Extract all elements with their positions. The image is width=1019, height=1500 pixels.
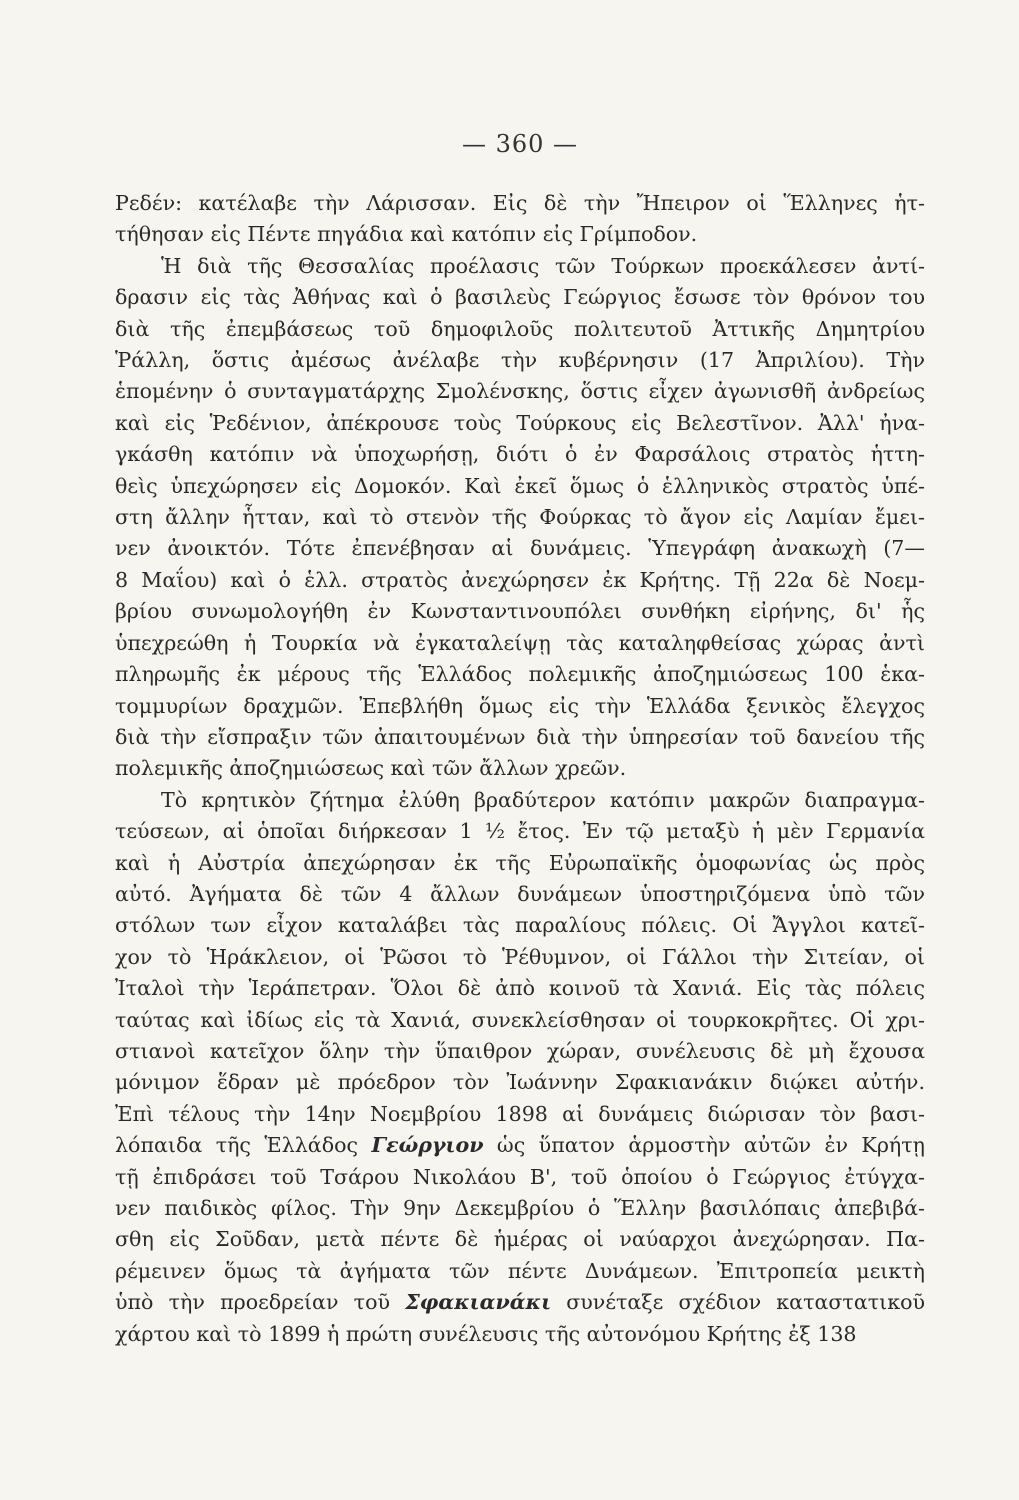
text-line: Ἰταλοὶ τὴν Ἱεράπετραν. Ὅλοι δὲ ἀπὸ κοινοῦ τὰ Χανιά. Εἰς τὰς πόλεις [115,976,925,1001]
text-line: λόπαιδα τῆς Ἑλλάδος Γεώργιον ὡς ὕπατον ἁρμοστὴν αὐτῶν ἐν Κρήτῃ [115,1133,925,1158]
text-line: στόλων των εἶχον καταλάβει τὰς παραλίους πόλεις. Οἱ Ἄγγλοι κατεῖ- [115,913,925,938]
text-line: χον τὸ Ἡράκλειον, οἱ Ῥῶσοι τὸ Ῥέθυμνον, οἱ Γάλλοι τὴν Σιτείαν, οἱ [115,944,925,969]
text-line: Ῥάλλη, ὅστις ἀμέσως ἀνέλαβε τὴν κυβέρνησιν (17 Ἀπριλίου). Τὴν [115,348,925,373]
text-line: καὶ εἰς Ῥεδένιον, ἀπέκρουσε τοὺς Τούρκους εἰς Βελεστῖνον. Ἀλλ' ἠνα- [115,410,925,435]
text-line: γκάσθη κατόπιν νὰ ὑποχωρήσῃ, διότι ὁ ἐν Φαρσάλοις στρατὸς ἡττη- [115,442,925,467]
text-line: διὰ τὴν εἴσπραξιν τῶν ἀπαιτουμένων διὰ τὴν ὑπηρεσίαν τοῦ δανείου τῆς [115,724,925,749]
text-line: ἑπομένην ὁ συνταγματάρχης Σμολένσκης, ὅστις εἶχεν ἀγωνισθῆ ἀνδρείως [115,379,925,404]
text-line: νεν ἀνοικτόν. Τότε ἐπενέβησαν αἱ δυνάμεις. Ὑπεγράφη ἀνακωχὴ (7— [115,536,925,561]
text-line: τήθησαν εἰς Πέντε πηγάδια καὶ κατόπιν εἰς Γρίμποδον. [115,222,698,247]
paragraph [115,251,925,785]
text-line: 8 Μαΐου) καὶ ὁ ἑλλ. στρατὸς ἀνεχώρησεν ἐκ Κρήτης. Τῇ 22α δὲ Νοεμ- [115,567,925,592]
paragraph [115,785,925,1350]
text-line: Ἐπὶ τέλους τὴν 14ην Νοεμβρίου 1898 αἱ δυνάμεις διώρισαν τὸν βασι- [115,1101,925,1126]
text-line: βρίου συνωμολογήθη ἐν Κωνσταντινουπόλει συνθήκη εἰρήνης, δι' ἧς [115,599,925,624]
text-line: τομμυρίων δραχμῶν. Ἐπεβλήθη ὅμως εἰς τὴν Ἑλλάδα ξενικὸς ἔλεγχος [115,693,925,718]
text-line: μόνιμον ἕδραν μὲ πρόεδρον τὸν Ἰωάννην Σφακιανάκιν διῴκει αὐτήν. [115,1070,925,1095]
text-line: στη ἄλλην ἧτταν, καὶ τὸ στενὸν τῆς Φούρκας τὸ ἄγον εἰς Λαμίαν ἔμει- [115,505,925,530]
text-line: Ρεδέν: κατέλαβε τὴν Λάρισσαν. Εἰς δὲ τὴν Ἤπειρον οἱ Ἕλληνες ἡτ- [115,191,925,215]
text-line: τεύσεων, αἱ ὁποῖαι διήρκεσαν 1 ½ ἔτος. Ἐν τῷ μεταξὺ ἡ μὲν Γερμανία [115,819,925,844]
text-line: στιανοὶ κατεῖχον ὅλην τὴν ὕπαιθρον χώραν, συνέλευσις δὲ μὴ ἔχουσα [115,1038,925,1063]
text-line: ὑπεχρεώθη ἡ Τουρκία νὰ ἐγκαταλείψῃ τὰς καταληφθείσας χώρας ἀντὶ [115,630,925,655]
text-line: καὶ ἡ Αὐστρία ἀπεχώρησαν ἐκ τῆς Εὐρωπαϊκῆς ὁμοφωνίας ὡς πρὸς [115,850,925,875]
text-line: νεν παιδικὸς φίλος. Τὴν 9ην Δεκεμβρίου ὁ Ἕλλην βασιλόπαις ἀπεβιβά- [115,1196,925,1220]
text-line: Ἡ διὰ τῆς Θεσσαλίας προέλασις τῶν Τούρκων προεκάλεσεν ἀντί- [161,253,925,278]
page-number: — 360 — [461,130,579,158]
text-line: διὰ τῆς ἐπεμβάσεως τοῦ δημοφιλοῦς πολιτευτοῦ Ἀττικῆς Δημητρίου [115,316,925,341]
text-line: ὑπὸ τὴν προεδρείαν τοῦ Σφακιανάκι συνέταξε σχέδιον καταστατικοῦ [115,1290,925,1315]
paragraph [115,188,925,251]
text-line: χάρτου καὶ τὸ 1899 ἡ πρώτη συνέλευσις τῆς αὐτονόμου Κρήτης ἐξ 138 [115,1321,857,1346]
text-line: δρασιν εἰς τὰς Ἀθήνας καὶ ὁ βασιλεὺς Γεώργιος ἔσωσε τὸν θρόνον του [115,285,925,310]
text-line: πληρωμῆς ἐκ μέρους τῆς Ἑλλάδος πολεμικῆς ἀποζημιώσεως 100 ἑκα- [115,662,925,687]
text-line: θεὶς ὑπεχώρησεν εἰς Δομοκόν. Καὶ ἐκεῖ ὅμως ὁ ἑλληνικὸς στρατὸς ὑπέ- [115,473,925,498]
text-line: πολεμικῆς ἀποζημιώσεως καὶ τῶν ἄλλων χρεῶν. [115,756,627,781]
text-line: αὐτό. Ἀγήματα δὲ τῶν 4 ἄλλων δυνάμεων ὑποστηριζόμενα ὑπὸ τῶν [115,881,925,906]
body-text [115,188,925,1350]
text-line: Τὸ κρητικὸν ζήτημα ἐλύθη βραδύτερον κατόπιν μακρῶν διαπραγμα- [161,787,925,812]
text-line: ρέμεινεν ὅμως τὰ ἀγήματα τῶν πέντε Δυνάμεων. Ἐπιτροπεία μεικτὴ [115,1258,925,1283]
text-line: ταύτας καὶ ἰδίως εἰς τὰ Χανιά, συνεκλείσθησαν οἱ τουρκοκρῆτες. Οἱ χρι- [115,1007,925,1032]
text-line: τῇ ἐπιδράσει τοῦ Τσάρου Νικολάου Β', τοῦ ὁποίου ὁ Γεώργιος ἐτύγχα- [115,1164,925,1189]
text-line: σθη εἰς Σοῦδαν, μετὰ πέντε δὲ ἡμέρας οἱ ναύαρχοι ἀνεχώρησαν. Πα- [115,1227,925,1252]
document-page [115,130,925,1430]
